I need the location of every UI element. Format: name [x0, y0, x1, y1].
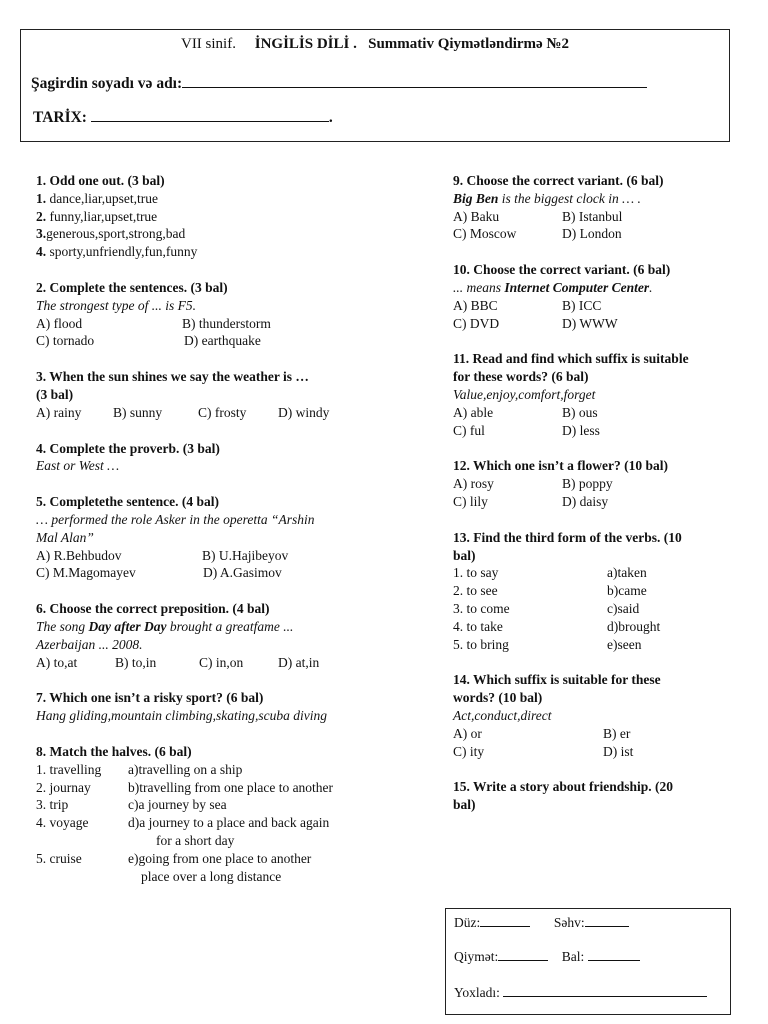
q8-title: 8. Match the halves. (6 bal) — [36, 743, 192, 759]
subject-label: İNGİLİS DİLİ . — [254, 36, 357, 52]
exam-label: Summativ Qiymətləndirmə №2 — [368, 36, 569, 52]
q12-option-b[interactable]: B) poppy — [562, 476, 613, 492]
q1-title: 1. Odd one out. (3 bal) — [36, 173, 165, 188]
q14-option-a[interactable]: A) or — [453, 725, 482, 741]
q9-option-d[interactable]: D) London — [562, 226, 622, 242]
q3-title: 3. When the sun shines we say the weather is … — [36, 369, 309, 385]
date-field[interactable] — [91, 109, 329, 122]
question-15 — [453, 778, 753, 814]
q9-option-b[interactable]: B) Istanbul — [562, 208, 623, 224]
q11-option-a[interactable]: A) able — [453, 404, 494, 420]
q6-title: 6. Choose the correct preposition. (4 bal) — [36, 601, 270, 617]
q11-option-d[interactable]: D) less — [562, 422, 600, 438]
q8-right: d)a journey to a place and back again — [128, 815, 330, 831]
question-11 — [453, 350, 753, 439]
q1-item-text: sporty,unfriendly,fun,funny — [46, 244, 198, 260]
date-label: TARİX: — [33, 109, 87, 126]
q10-subject: Internet Computer Center — [504, 279, 650, 295]
q13-row — [453, 618, 753, 636]
q6-option-a[interactable]: A) to,at — [36, 654, 78, 670]
points-field[interactable] — [588, 949, 640, 961]
q5-option-b[interactable]: B) U.Hajibeyov — [202, 547, 289, 563]
score-row-1 — [454, 915, 629, 931]
q2-prompt: The strongest type of ... is F5. — [36, 297, 196, 313]
q13-verb: 4. to take — [453, 618, 503, 634]
question-1 — [36, 172, 421, 261]
q6-song-name: Day after Day — [88, 618, 167, 634]
q1-item — [36, 208, 421, 226]
q1-item-num: 4. — [36, 244, 47, 260]
q13-row — [453, 582, 753, 600]
q13-row — [453, 636, 753, 654]
checked-by-label: Yoxladı: — [454, 985, 500, 1000]
q1-item — [36, 243, 421, 261]
q4-prompt: East or West … — [36, 458, 120, 474]
q9-option-c[interactable]: C) Moscow — [453, 226, 517, 242]
q13-form: a)taken — [607, 565, 647, 581]
q10-prompt — [453, 279, 753, 297]
grade-label: Qiymət: — [454, 949, 499, 964]
q8-left — [36, 868, 141, 886]
q6-prompt-b: brought a greatfame ... — [166, 618, 294, 634]
q13-verb: 2. to see — [453, 583, 498, 599]
q10-option-d[interactable]: D) WWW — [562, 315, 618, 331]
q12-option-c[interactable]: C) lily — [453, 493, 488, 509]
q4-title: 4. Complete the proverb. (3 bal) — [36, 440, 220, 456]
score-box — [445, 908, 731, 1015]
q1-item-num: 3. — [36, 226, 47, 242]
q14-option-d[interactable]: D) ist — [603, 743, 634, 759]
q5-option-a[interactable]: A) R.Behbudov — [36, 547, 122, 563]
q13-form: c)said — [607, 600, 640, 616]
q8-left: 1. travelling — [36, 761, 102, 777]
q10-option-a[interactable]: A) BBC — [453, 297, 498, 313]
q7-prompt: Hang gliding,mountain climbing,skating,scuba diving — [36, 708, 327, 724]
q8-row — [36, 868, 421, 886]
q9-title: 9. Choose the correct variant. (6 bal) — [453, 173, 664, 188]
q8-right: c)a journey by sea — [128, 797, 227, 813]
q10-title: 10. Choose the correct variant. (6 bal) — [453, 262, 671, 278]
q14-title: 14. Which suffix is suitable for these — [453, 672, 661, 688]
q14-option-b[interactable]: B) er — [603, 725, 631, 741]
q8-left: 4. voyage — [36, 815, 89, 831]
q8-row — [36, 850, 421, 868]
correct-field[interactable] — [480, 915, 530, 927]
q5-title: 5. Completethe sentence. (4 bal) — [36, 494, 219, 510]
date-row — [33, 109, 333, 127]
q6-prompt — [36, 618, 421, 636]
question-4 — [36, 440, 421, 476]
student-name-label: Şagirdin soyadı və adı: — [31, 75, 183, 92]
q1-item — [36, 225, 421, 243]
q5-option-c[interactable]: C) M.Magomayev — [36, 565, 136, 581]
q5-prompt: … performed the role Asker in the operetta “Arshin — [36, 511, 315, 527]
q2-option-b[interactable]: B) thunderstorm — [182, 315, 271, 331]
left-column — [36, 172, 421, 903]
q13-form: d)brought — [607, 618, 661, 634]
points-label: Bal: — [561, 949, 585, 964]
q3-option-a[interactable]: A) rainy — [36, 404, 82, 420]
q1-item-num: 1. — [36, 190, 47, 206]
q3-option-b[interactable]: B) sunny — [113, 404, 163, 420]
q13-verb: 3. to come — [453, 600, 510, 616]
q9-option-a[interactable]: A) Baku — [453, 208, 500, 224]
q1-item — [36, 190, 421, 208]
q5-option-d[interactable]: D) A.Gasimov — [203, 565, 282, 581]
q14-option-c[interactable]: C) ity — [453, 743, 485, 759]
q8-row — [36, 814, 421, 832]
student-name-field[interactable] — [182, 75, 647, 88]
q2-title: 2. Complete the sentences. (3 bal) — [36, 279, 228, 295]
q6-option-d[interactable]: D) at,in — [278, 654, 320, 670]
q13-row — [453, 600, 753, 618]
question-14 — [453, 671, 753, 760]
q14-title-cont: words? (10 bal) — [453, 690, 543, 706]
grade-field[interactable] — [498, 949, 548, 961]
q11-prompt: Value,enjoy,comfort,forget — [453, 386, 596, 402]
score-row-3 — [454, 985, 707, 1001]
q8-right: b)travelling from one place to another — [128, 779, 334, 795]
q10-period: . — [649, 279, 653, 295]
q8-right: a)travelling on a ship — [128, 761, 243, 777]
q15-title-cont: bal) — [453, 797, 476, 813]
q13-verb: 5. to bring — [453, 636, 509, 652]
q8-row — [36, 779, 421, 797]
q13-title-cont: bal) — [453, 547, 476, 563]
q6-prompt-cont: Azerbaijan ... 2008. — [36, 636, 143, 652]
q9-subject: Big Ben — [453, 190, 499, 206]
q3-option-c[interactable]: C) frosty — [198, 404, 247, 420]
q8-row — [36, 761, 421, 779]
q1-item-text: dance,liar,upset,true — [46, 190, 159, 206]
question-9 — [453, 172, 753, 243]
q6-option-c[interactable]: C) in,on — [199, 654, 244, 670]
q13-row — [453, 564, 753, 582]
q8-left: 2. journay — [36, 779, 91, 795]
q9-prompt — [453, 190, 753, 208]
q9-prompt-rest: is the biggest clock in … . — [498, 190, 641, 206]
q8-right: for a short day — [156, 832, 235, 848]
q2-option-a[interactable]: A) flood — [36, 315, 83, 331]
question-12 — [453, 457, 753, 510]
wrong-field[interactable] — [585, 915, 629, 927]
q13-form: e)seen — [607, 636, 642, 652]
question-6 — [36, 600, 421, 671]
page-title — [21, 36, 729, 53]
q10-option-c[interactable]: C) DVD — [453, 315, 500, 331]
q13-form: b)came — [607, 583, 647, 599]
q11-title-cont: for these words? (6 bal) — [453, 369, 589, 385]
q2-option-c[interactable]: C) tornado — [36, 333, 95, 349]
q1-item-text: funny,liar,upset,true — [46, 208, 158, 224]
q8-left: 3. trip — [36, 797, 69, 813]
q6-prompt-a: The song — [36, 618, 89, 634]
date-period: . — [328, 109, 333, 126]
question-7 — [36, 689, 421, 725]
question-2 — [36, 279, 421, 350]
q13-title: 13. Find the third form of the verbs. (10 — [453, 529, 682, 545]
right-column — [453, 172, 753, 832]
q6-option-b[interactable]: B) to,in — [115, 654, 157, 670]
q11-title: 11. Read and find which suffix is suitable — [453, 351, 689, 367]
q10-prompt-pre: ... means — [453, 279, 505, 295]
question-10 — [453, 261, 753, 332]
q11-option-c[interactable]: C) ful — [453, 422, 485, 438]
checked-by-field[interactable] — [503, 985, 707, 997]
q8-right: e)going from one place to another — [128, 850, 312, 866]
q8-right: place over a long distance — [141, 868, 282, 884]
q10-option-b[interactable]: B) ICC — [562, 297, 602, 313]
grade-label: VII sinif. — [180, 36, 236, 52]
question-8 — [36, 743, 421, 885]
q15-title: 15. Write a story about friendship. (20 — [453, 779, 674, 795]
question-5 — [36, 493, 421, 582]
student-name-row — [31, 75, 647, 93]
q14-prompt: Act,conduct,direct — [453, 707, 552, 723]
q12-option-a[interactable]: A) rosy — [453, 476, 494, 492]
q8-left — [36, 832, 156, 850]
q13-verb: 1. to say — [453, 565, 499, 581]
q8-row — [36, 832, 421, 850]
question-13 — [453, 529, 753, 654]
q3-option-d[interactable]: D) windy — [278, 404, 330, 420]
q1-item-text: generous,sport,strong,bad — [46, 226, 186, 242]
q1-item-num: 2. — [36, 208, 47, 224]
correct-label: Düz: — [454, 915, 481, 930]
q3-title-points: (3 bal) — [36, 386, 74, 402]
q8-row — [36, 796, 421, 814]
score-row-2 — [454, 949, 640, 965]
q12-title: 12. Which one isn’t a flower? (10 bal) — [453, 458, 668, 474]
q2-option-d[interactable]: D) earthquake — [184, 333, 261, 349]
q7-title: 7. Which one isn’t a risky sport? (6 bal) — [36, 690, 264, 706]
q12-option-d[interactable]: D) daisy — [562, 493, 609, 509]
header-box — [20, 29, 730, 142]
wrong-label: Səhv: — [553, 915, 585, 930]
q8-left: 5. cruise — [36, 850, 82, 866]
question-3 — [36, 368, 421, 421]
q5-prompt-cont: Mal Alan” — [36, 529, 94, 545]
q11-option-b[interactable]: B) ous — [562, 404, 598, 420]
